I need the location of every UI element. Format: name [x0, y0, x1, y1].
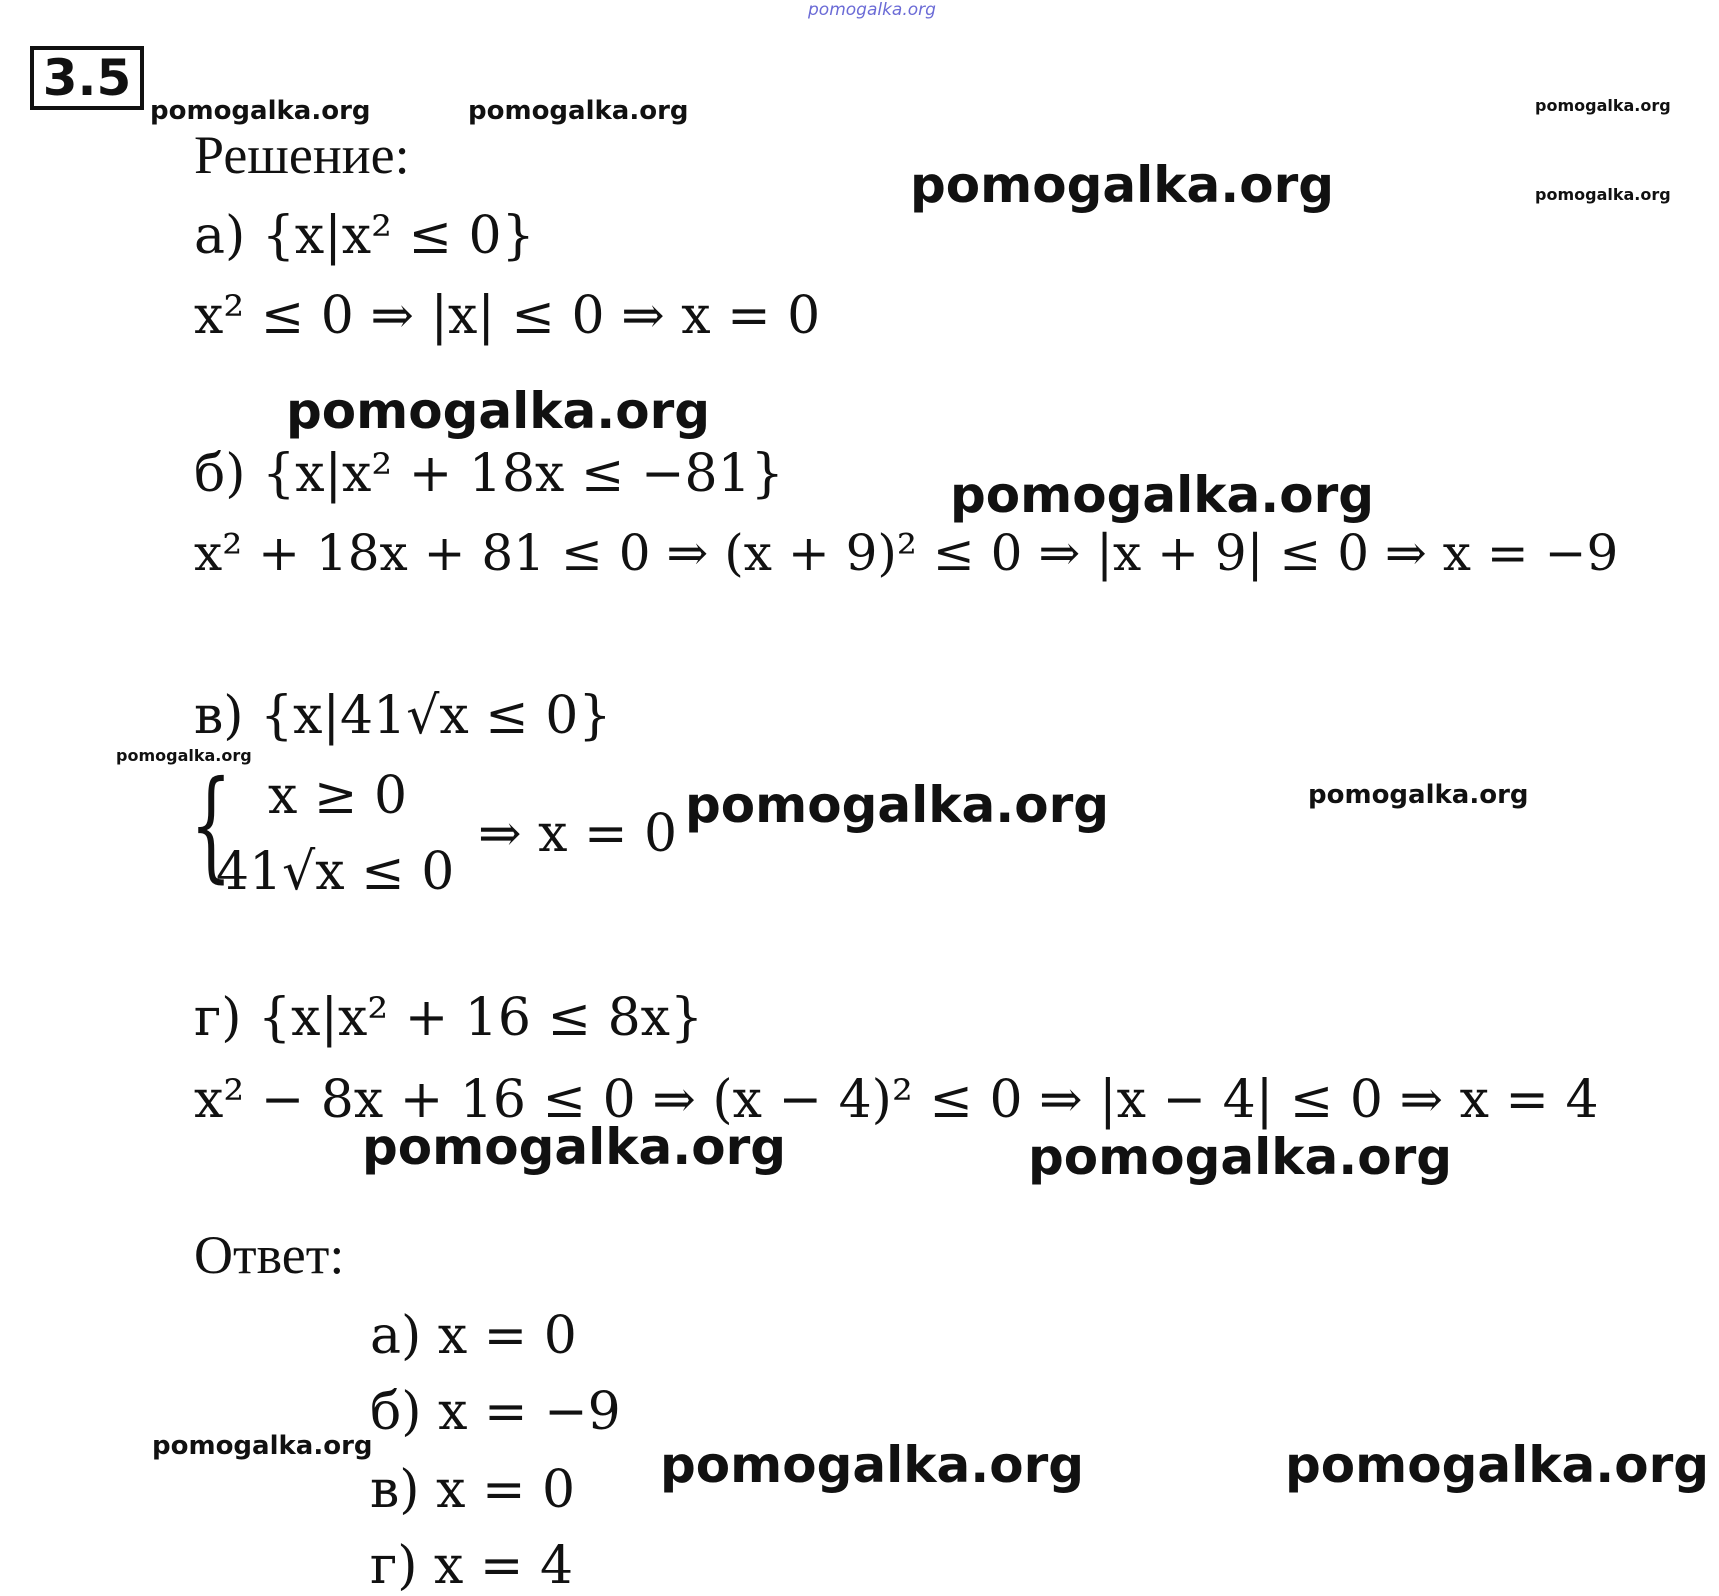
- part-g-steps: x² − 8x + 16 ≤ 0 ⇒ (x − 4)² ≤ 0 ⇒ |x − 4| ≤ 0 ⇒ x = 4: [194, 1070, 1599, 1130]
- answer-g: г) x = 4: [370, 1536, 574, 1596]
- watermark: pomogalka.org: [152, 1431, 373, 1461]
- watermark: pomogalka.org: [1535, 185, 1671, 204]
- part-a-steps: x² ≤ 0 ⇒ |x| ≤ 0 ⇒ x = 0: [194, 286, 821, 346]
- watermark: pomogalka.org: [1028, 1128, 1453, 1186]
- watermark: pomogalka.org: [685, 776, 1110, 834]
- watermark: pomogalka.org: [1535, 96, 1671, 115]
- answer-v: в) x = 0: [370, 1460, 576, 1520]
- part-v-system-line-1: x ≥ 0: [268, 766, 408, 826]
- watermark: pomogalka.org: [1308, 780, 1529, 810]
- watermark: pomogalka.org: [1285, 1436, 1710, 1494]
- watermark: pomogalka.org: [150, 96, 371, 126]
- part-b-task: б) {x|x² + 18x ≤ −81}: [194, 444, 784, 504]
- solution-heading: Решение:: [194, 125, 410, 185]
- problem-number: 3.5: [30, 46, 144, 110]
- answer-b: б) x = −9: [370, 1382, 621, 1442]
- part-g-task: г) {x|x² + 16 ≤ 8x}: [194, 988, 704, 1048]
- part-v-system-line-2: 41√x ≤ 0: [216, 842, 455, 902]
- watermark: pomogalka.org: [468, 96, 689, 126]
- part-a-task: а) {x|x² ≤ 0}: [194, 206, 535, 266]
- watermark: pomogalka.org: [286, 382, 711, 440]
- watermark: pomogalka.org: [116, 746, 252, 765]
- part-v-result: ⇒ x = 0: [478, 804, 678, 864]
- part-b-steps: x² + 18x + 81 ≤ 0 ⇒ (x + 9)² ≤ 0 ⇒ |x + 9| ≤ 0 ⇒ x = −9: [194, 524, 1619, 582]
- watermark: pomogalka.org: [950, 466, 1375, 524]
- part-v-task: в) {x|41√x ≤ 0}: [194, 686, 612, 746]
- answer-heading: Ответ:: [194, 1225, 345, 1285]
- watermark: pomogalka.org: [362, 1118, 787, 1176]
- answer-a: а) x = 0: [370, 1306, 577, 1366]
- watermark: pomogalka.org: [910, 156, 1335, 214]
- system-brace: {: [190, 756, 232, 895]
- watermark: pomogalka.org: [660, 1436, 1085, 1494]
- top-watermark: pomogalka.org: [808, 0, 936, 20]
